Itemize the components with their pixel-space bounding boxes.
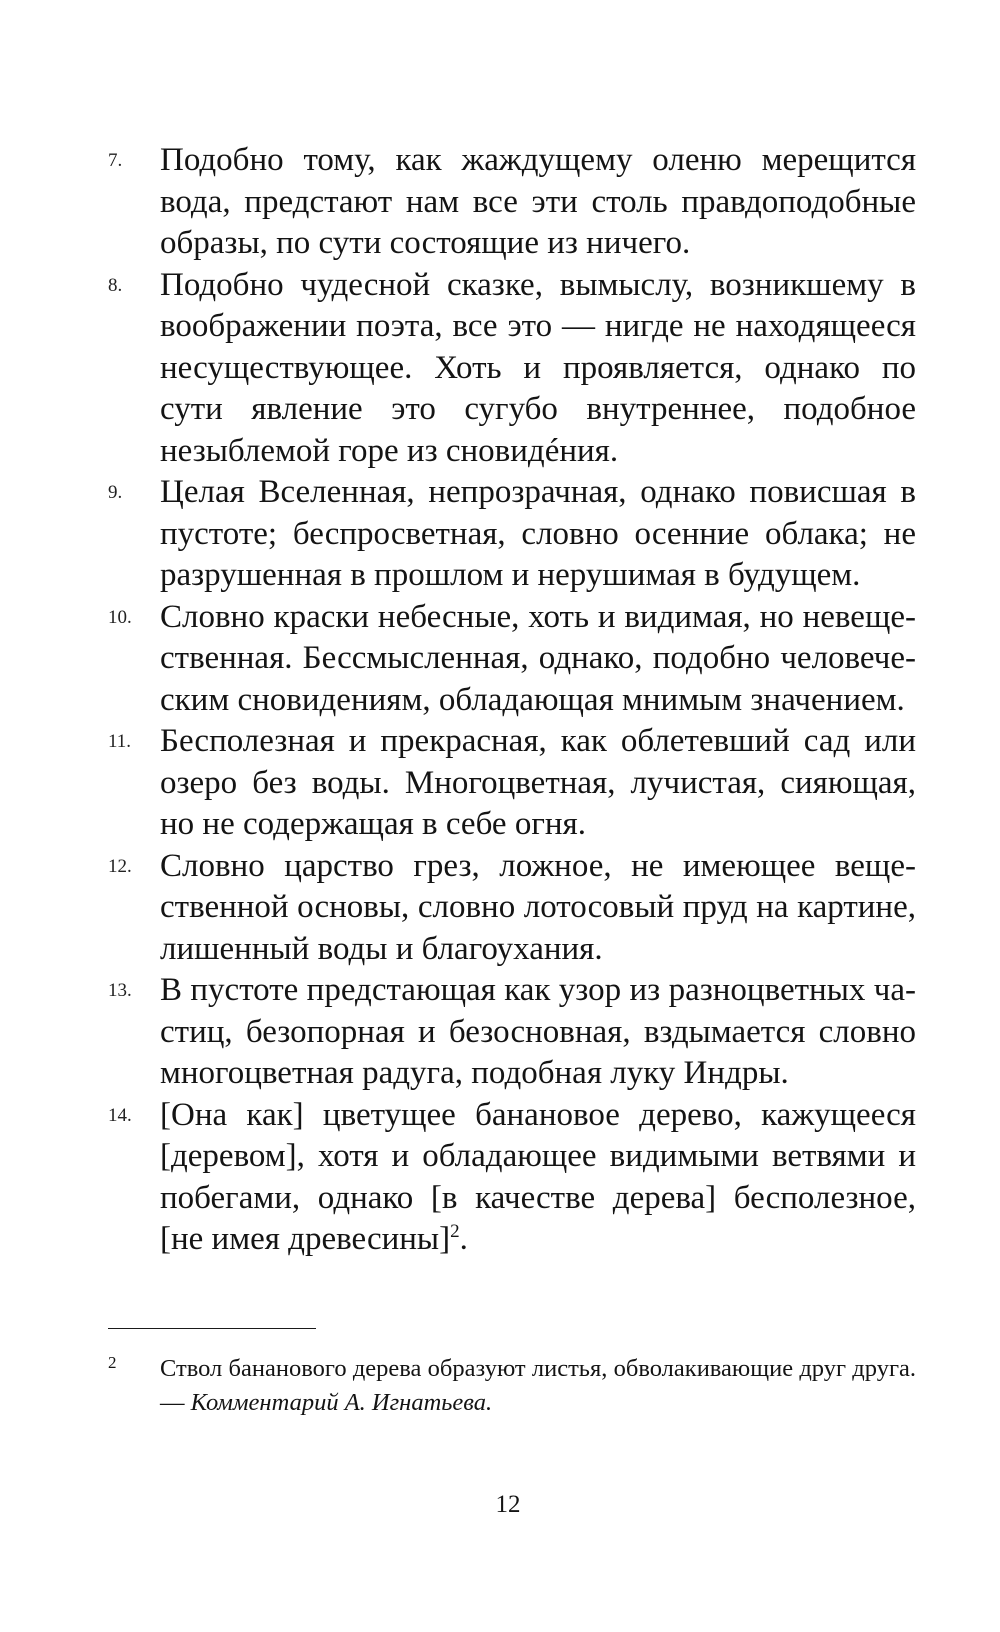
footnote-text: [160, 1352, 916, 1420]
verse-11: [108, 721, 916, 846]
verse-text: Подобно чудесной сказке, вымыслу, возникшему в воображении поэта, все это — нигде не находящееся несуществующее. Хоть и проявляется, однако по сути явление это сугубо внутреннее, подобное незыблемой горе из сновидéния.: [160, 266, 916, 469]
verse-10: [108, 597, 916, 722]
verse-number: 9.: [108, 482, 123, 503]
footnote-body: Ствол бананового дерева образуют листья, обволакивающие друг друга. —: [160, 1355, 916, 1416]
footnote-attribution: Комментарий А. Игнатьева.: [190, 1389, 493, 1416]
footnote: [108, 1352, 916, 1420]
verse-text: [160, 1095, 916, 1261]
verse-number: 10.: [108, 606, 132, 628]
verse-text-body: [Она как] цветущее банановое дерево, кажущееся [деревом], хотя и обладающее видимыми ветвями и побегами, однако [в качестве дерева] бесполезное, [не имея древесины]: [160, 1096, 916, 1257]
verse-12: [108, 846, 916, 971]
verse-8: [108, 265, 916, 473]
verse-14: [108, 1095, 916, 1261]
verse-text: В пустоте предстающая как узор из разноцветных частиц, безопорная и безосновная, вздымается словно многоцветная радуга, подобная луку Индры.: [160, 972, 916, 1091]
verse-9: [108, 472, 916, 597]
verse-text: Словно царство грез, ложное, не имеющее вещественной основы, словно лотосовый пруд на картине, лишенный воды и благоухания.: [160, 847, 916, 967]
page-number: 12: [495, 1491, 521, 1518]
footnote-number: 2: [108, 1353, 117, 1372]
verse-number: 7.: [108, 150, 123, 171]
footnote-reference[interactable]: 2: [450, 1221, 460, 1242]
verse-text: Бесполезная и прекрасная, как облетевший сад или озеро без воды. Многоцветная, лучистая, сияющая, но не содержащая в себе огня.: [160, 723, 916, 842]
verse-number: 11.: [108, 731, 132, 752]
footnote-divider: [108, 1328, 316, 1329]
verse-number: 8.: [108, 274, 123, 296]
verse-list: [108, 140, 916, 1261]
verse-number: 14.: [108, 1104, 132, 1126]
verse-text-tail: .: [459, 1221, 468, 1257]
verse-text: Словно краски небесные, хоть и видимая, но невещественная. Бессмысленная, однако, подобно человеческим сновидениям, обладающая мнимым значением.: [160, 598, 916, 718]
verse-13: [108, 970, 916, 1095]
verse-text: Целая Вселенная, непрозрачная, однако повисшая в пустоте; беспросветная, словно осенние облака; не разрушенная в прошлом и нерушимая в будущем.: [160, 474, 916, 593]
verse-7: [108, 140, 916, 265]
verse-number: 13.: [108, 980, 132, 1001]
verse-number: 12.: [108, 855, 132, 877]
verse-text: Подобно тому, как жаждущему оленю мерещится вода, предстают нам все эти столь правдоподобные образы, по сути состоящие из ничего.: [160, 142, 916, 261]
